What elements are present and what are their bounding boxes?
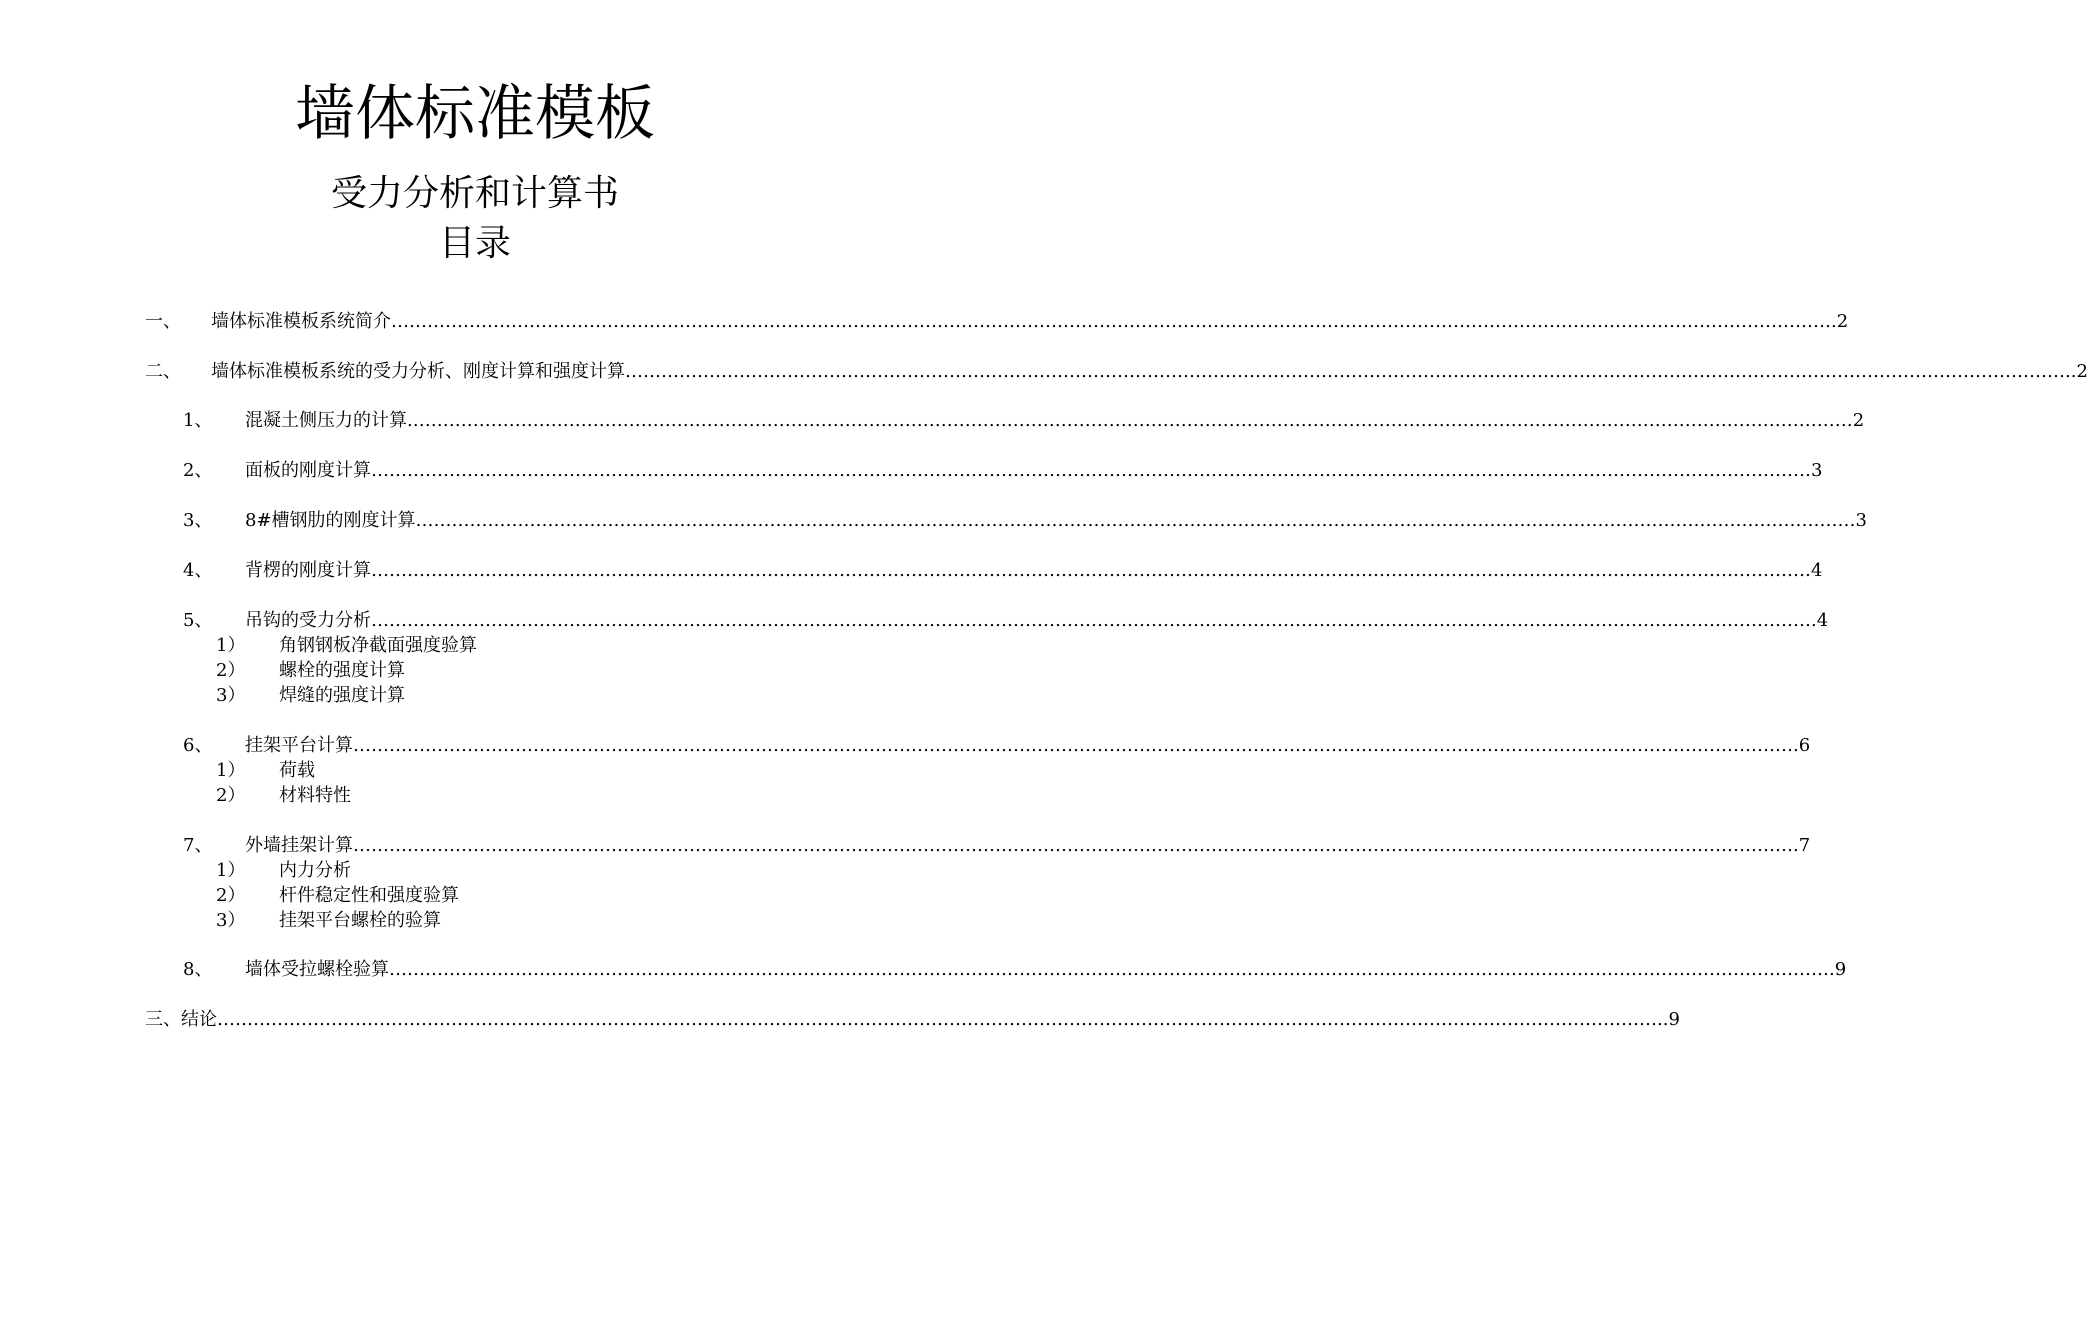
toc-entry-label: 螺栓的强度计算 xyxy=(279,660,405,681)
toc-subentry-s2-6-2[interactable] xyxy=(216,784,616,808)
toc-entry-number: 1） xyxy=(216,635,246,656)
toc-subentry-s2-7-1[interactable] xyxy=(216,859,616,883)
toc-entry-s2-5[interactable] xyxy=(183,609,1829,633)
toc-entry-page: .2 xyxy=(1831,311,1849,332)
toc-entry-page: 2 xyxy=(1852,410,1865,431)
toc-entry-number: 一、 xyxy=(145,311,181,332)
toc-entry-s3[interactable] xyxy=(145,1008,1680,1032)
toc-entry-number: 6、 xyxy=(183,735,213,756)
toc-entry-page: 3 xyxy=(1855,510,1867,531)
toc-entry-page: 4 xyxy=(1811,560,1823,581)
toc-entry-number: 3、 xyxy=(183,510,213,531)
toc-subentry-s2-6-1[interactable] xyxy=(216,759,616,783)
toc-entry-number: 3） xyxy=(216,910,246,931)
toc-entry-page: .7 xyxy=(1793,835,1811,856)
toc-leader-dots: …………………………………………………………………………………………………………………………………………………………………………………………………………………… xyxy=(353,735,1793,756)
toc-entry-s2-4[interactable] xyxy=(183,559,1823,583)
toc-entry-page: .4 xyxy=(1811,610,1829,631)
toc-subentry-s2-5-1[interactable] xyxy=(216,634,616,658)
toc-entry-number: 2） xyxy=(216,885,246,906)
toc-entry-s2-2[interactable] xyxy=(183,459,1823,483)
toc-entry-number: 2） xyxy=(216,660,246,681)
toc-heading: 目录 xyxy=(438,223,511,264)
toc-entry-label: 角钢钢板净截面强度验算 xyxy=(279,635,477,656)
toc-subentry-s2-7-2[interactable] xyxy=(216,884,616,908)
toc-leader-dots: …………………………………………………………………………………………………………………………………………………………………………………………………………………… xyxy=(371,560,1811,581)
toc-entry-number: 1） xyxy=(216,860,246,881)
toc-entry-label: 挂架平台计算 xyxy=(245,735,353,756)
toc-leader-dots: …………………………………………………………………………………………………………………………………………………………………………………………………………………… xyxy=(391,311,1831,332)
toc-entry-page: .6 xyxy=(1793,735,1811,756)
toc-entry-number: 2、 xyxy=(183,460,213,481)
toc-leader-dots: …………………………………………………………………………………………………………………………………………………………………………………………………………………… xyxy=(412,410,1853,431)
toc-entry-page: ..9 xyxy=(1657,1009,1680,1030)
toc-entry-label: 内力分析 xyxy=(279,860,351,881)
toc-entry-label: 外墙挂架计算 xyxy=(245,835,353,856)
toc-leader-dots: …………………………………………………………………………………………………………………………………………………………………………………………………………………… xyxy=(625,361,2065,382)
toc-leader-dots: …………………………………………………………………………………………………………………………………………………………………………………………………………………… xyxy=(389,959,1829,980)
toc-entry-number: 1） xyxy=(216,760,246,781)
document-title: 墙体标准模板 xyxy=(295,79,655,149)
toc-entry-number: 二、 xyxy=(145,361,181,382)
toc-entry-label: 材料特性 xyxy=(279,785,351,806)
toc-entry-s2-1[interactable] xyxy=(183,409,1865,433)
toc-entry-number: 4、 xyxy=(183,560,213,581)
toc-entry-label: 混凝土侧压力的计算. xyxy=(245,410,413,431)
toc-entry-label: 面板的刚度计算 xyxy=(245,460,371,481)
toc-entry-s2-8[interactable] xyxy=(183,958,1847,982)
toc-entry-number: 1、 xyxy=(183,410,213,431)
toc-entry-number: 2） xyxy=(216,785,246,806)
toc-leader-dots: …………………………………………………………………………………………………………………………………………………………………………………………………………………… xyxy=(371,460,1811,481)
toc-leader-dots: …………………………………………………………………………………………………………………………………………………………………………………………………………………… xyxy=(217,1009,1657,1030)
toc-entry-number: 8、 xyxy=(183,959,213,980)
toc-entry-s2-7[interactable] xyxy=(183,834,1811,858)
toc-entry-label: 杆件稳定性和强度验算 xyxy=(279,885,459,906)
toc-entry-s2[interactable] xyxy=(145,360,2088,384)
toc-subentry-s2-7-3[interactable] xyxy=(216,909,616,933)
toc-leader-dots: …………………………………………………………………………………………………………………………………………………………………………………………………………………… xyxy=(415,510,1856,531)
toc-entry-s2-6[interactable] xyxy=(183,734,1811,758)
toc-entry-page: .9 xyxy=(1829,959,1847,980)
toc-entry-label: 背楞的刚度计算 xyxy=(245,560,371,581)
toc-entry-s1[interactable] xyxy=(145,310,1849,334)
toc-entry-number: 3） xyxy=(216,685,246,706)
toc-entry-label: 墙体标准模板系统简介 xyxy=(211,311,391,332)
toc-entry-label: 荷载 xyxy=(279,760,315,781)
toc-subentry-s2-5-2[interactable] xyxy=(216,659,616,683)
toc-entry-label: 挂架平台螺栓的验算 xyxy=(279,910,441,931)
toc-entry-page: 3 xyxy=(1811,460,1823,481)
toc-entry-label: 8#槽钢肋的刚度计算 xyxy=(245,510,416,531)
toc-leader-dots: …………………………………………………………………………………………………………………………………………………………………………………………………………………… xyxy=(371,610,1811,631)
toc-entry-label: 焊缝的强度计算 xyxy=(279,685,405,706)
toc-entry-label: 墙体受拉螺栓验算 xyxy=(245,959,389,980)
toc-entry-number: 5、 xyxy=(183,610,213,631)
toc-entry-label: 结论 xyxy=(181,1009,217,1030)
toc-entry-number: 7、 xyxy=(183,835,213,856)
toc-entry-label: 吊钩的受力分析 xyxy=(245,610,371,631)
toc-entry-label: 墙体标准模板系统的受力分析、刚度计算和强度计算 xyxy=(211,361,625,382)
toc-leader-dots: …………………………………………………………………………………………………………………………………………………………………………………………………………………… xyxy=(353,835,1793,856)
document-subtitle: 受力分析和计算书 xyxy=(330,173,619,214)
toc-entry-s2-3[interactable] xyxy=(183,509,1867,533)
toc-subentry-s2-5-3[interactable] xyxy=(216,684,616,708)
toc-entry-number: 三、 xyxy=(145,1009,181,1030)
toc-entry-page: ..2 xyxy=(2065,361,2088,382)
